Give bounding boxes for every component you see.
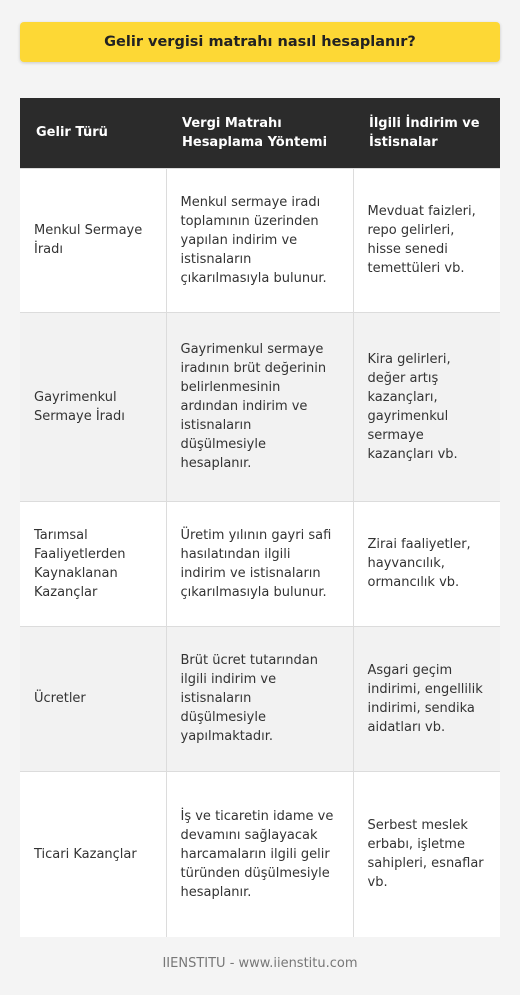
cell-calc-method: Menkul sermaye iradı toplamının üzerinden yapılan indirim ve istisnaların çıkarılmasıyla bulunur. (166, 168, 353, 312)
cell-calc-method: Üretim yılının gayri safi hasılatından ilgili indirim ve istisnaların çıkarılmasıyla bulunur. (166, 501, 353, 626)
cell-income-type: Ticari Kazançlar (20, 771, 166, 937)
cell-calc-method: İş ve ticaretin idame ve devamını sağlayacak harcamaların ilgili gelir türünden düşülmesiyle hesaplanır. (166, 771, 353, 937)
page-title: Gelir vergisi matrahı nasıl hesaplanır? (104, 34, 416, 50)
cell-deductions: Asgari geçim indirimi, engellilik indirimi, sendika aidatları vb. (353, 626, 500, 771)
cell-income-type: Ücretler (20, 626, 166, 771)
cell-income-type: Menkul Sermaye İradı (20, 168, 166, 312)
cell-calc-method: Brüt ücret tutarından ilgili indirim ve istisnaların düşülmesiyle yapılmaktadır. (166, 626, 353, 771)
cell-deductions: Serbest meslek erbabı, işletme sahipleri, esnaflar vb. (353, 771, 500, 937)
table-row (20, 501, 500, 626)
table-row (20, 626, 500, 771)
header-income-type: Gelir Türü (20, 98, 166, 168)
cell-deductions: Kira gelirleri, değer artış kazançları, gayrimenkul sermaye kazançları vb. (353, 312, 500, 501)
cell-income-type: Gayrimenkul Sermaye İradı (20, 312, 166, 501)
header-deductions: İlgili İndirim ve İstisnalar (353, 98, 500, 168)
table-row (20, 771, 500, 937)
table-header-row (20, 98, 500, 168)
cell-deductions: Zirai faaliyetler, hayvancılık, ormancılık vb. (353, 501, 500, 626)
table-row (20, 312, 500, 501)
header-calc-method: Vergi Matrahı Hesaplama Yöntemi (166, 98, 353, 168)
cell-income-type: Tarımsal Faaliyetlerden Kaynaklanan Kazançlar (20, 501, 166, 626)
footer-credit: IIENSTITU - www.iienstitu.com (162, 956, 358, 971)
table-row (20, 168, 500, 312)
title-banner (20, 22, 500, 62)
cell-calc-method: Gayrimenkul sermaye iradının brüt değerinin belirlenmesinin ardından indirim ve istisnaların düşülmesiyle hesaplanır. (166, 312, 353, 501)
income-tax-table (20, 98, 500, 937)
cell-deductions: Mevduat faizleri, repo gelirleri, hisse senedi temettüleri vb. (353, 168, 500, 312)
